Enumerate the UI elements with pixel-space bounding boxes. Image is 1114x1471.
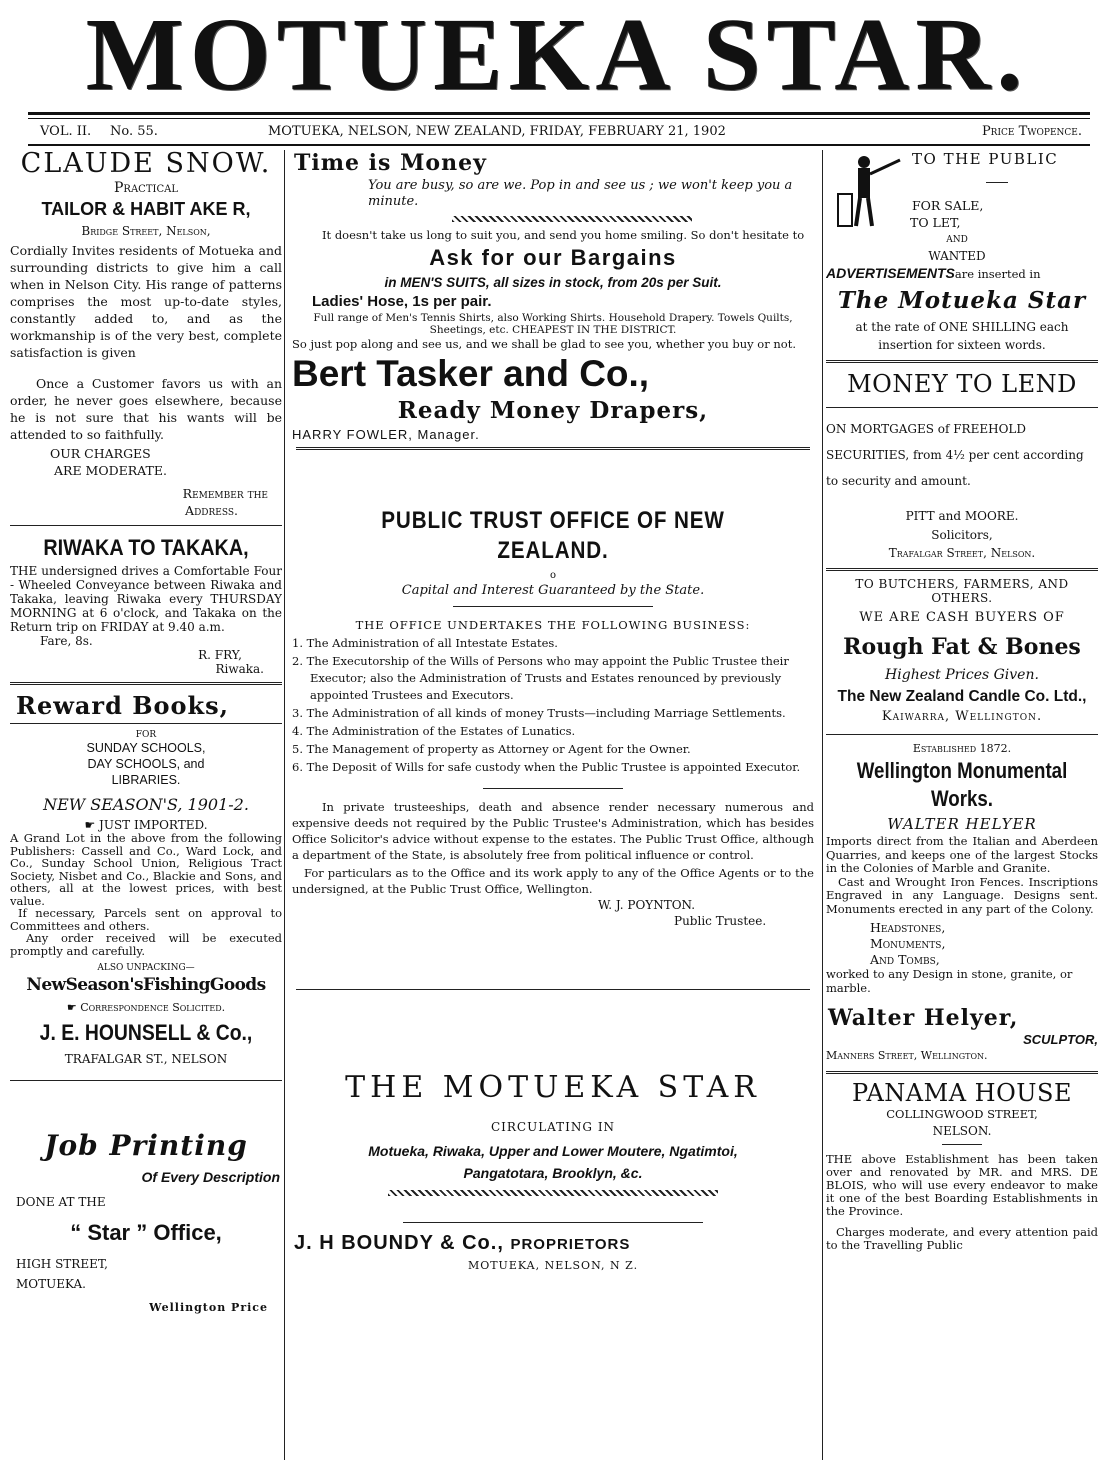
ad-headline: Time is Money — [294, 150, 487, 176]
ad-address: Bridge Street, Nelson, — [81, 224, 211, 238]
ad-line: in MEN'S SUITS, all sizes in stock, from 20s per Suit. — [384, 275, 722, 290]
ad-line: SUNDAY SCHOOLS, — [86, 741, 206, 755]
column-divider — [822, 150, 823, 1460]
divider — [826, 1071, 1098, 1074]
ad-line: Of Every Description — [141, 1169, 280, 1185]
ad-line: Established 1872. — [912, 742, 1012, 755]
ad-title: THE MOTUEKA STAR — [345, 1070, 761, 1105]
divider — [826, 407, 1098, 408]
list-item: 3. The Administration of all kinds of money Trusts—including Marriage Settlements. — [292, 706, 786, 720]
ad-title: CLAUDE SNOW. — [20, 148, 272, 179]
list-item: 4. The Administration of the Estates of Lunatics. — [292, 724, 576, 738]
ad-line: ALSO UNPACKING— — [97, 963, 195, 973]
ad-line: HIGH STREET, — [16, 1257, 108, 1271]
ad-line: ☛ JUST IMPORTED. — [84, 818, 208, 832]
list-item: 6. The Deposit of Wills for safe custody when the Public Trustee is appointed Executor. — [292, 760, 801, 774]
ad-title: Job Printing — [44, 1129, 248, 1162]
ad-line: DAY SCHOOLS, and — [87, 757, 205, 771]
ad-line: FOR SALE, — [912, 198, 984, 213]
ad-firm: J. H BOUNDY & Co., PROPRIETORS — [294, 1232, 631, 1254]
motueka-star-ad — [288, 1064, 818, 1272]
ad-body: It doesn't take us long to suit you, and send you home smiling. So don't hesitate to — [322, 228, 805, 242]
divider — [826, 734, 1098, 735]
ad-firm: J. E. HOUNSELL & Co., — [39, 1020, 253, 1045]
business-list — [292, 635, 814, 776]
ad-heading: NewSeason'sFishingGoods — [26, 975, 266, 995]
ad-body: worked to any Design in stone, granite, or marble. — [826, 967, 1073, 995]
ad-title: PANAMA HOUSE — [852, 1079, 1072, 1107]
ad-line: Riwaka. — [215, 662, 264, 676]
ad-firm: Bert Tasker and Co., — [292, 353, 650, 394]
monumental-works-ad — [826, 741, 1098, 1065]
ad-line: PITT and MOORE. — [905, 509, 1019, 523]
list-item: 5. The Management of property as Attorney or Agent for the Owner. — [292, 742, 691, 756]
ad-heading: The Motueka Star — [837, 287, 1087, 314]
ad-line: Motueka, Riwaka, Upper and Lower Moutere, Ngatimtoi, — [368, 1143, 738, 1159]
ad-subtitle: Practical — [114, 180, 178, 196]
ad-body: Any order received will be executed promptly and carefully. — [10, 931, 282, 958]
ad-line: LIBRARIES. — [111, 773, 181, 787]
ad-body: In private trusteeships, death and absence render necessary numerous and expensive deeds not required by the Public Trustee's Administration, which has besides Office Solicitor's advice without expense to the estates. The Public Trust Office, although a department of the State, is absolutely free from political influence or control. — [292, 800, 814, 862]
divider — [403, 1222, 703, 1223]
ad-body: Once a Customer favors us with an order, he never goes elsewhere, because he is not sure that his wants will be attended to so faithfully. — [10, 376, 282, 442]
ad-body: THE undersigned drives a Comfortable Four - Wheeled Conveyance between Riwaka and Takaka, leaving Riwaka every THURSDAY MORNING at 6 o'clock, and Takaka on the Return trip on FRIDAY at 9.40 a.m. — [10, 564, 282, 634]
dateline — [40, 122, 1090, 144]
ad-body: ON MORTGAGES of FREEHOLD SECURITIES, from 4½ per cent according to security and amount. — [826, 422, 1084, 488]
ad-line: Ladies' Hose, 1s per pair. — [312, 293, 492, 310]
ad-line: ADVERTISEMENTSare inserted in — [826, 265, 1041, 281]
ad-body: Charges moderate, and every attention paid to the Travelling Public — [826, 1225, 1098, 1252]
ad-line: SCULPTOR, — [1023, 1032, 1098, 1047]
ad-subtitle: Ready Money Drapers, — [397, 397, 709, 424]
ad-heading: Ask for our Bargains — [429, 245, 677, 270]
ad-body: A Grand Lot in the above from the following Publishers: Cassell and Co., Ward Lock, and Co., Sunday School Union, Religious Tract Society, Nisbet and Co., Blackie and Sons, and others, all at the lowest prices, with best value. — [10, 831, 282, 908]
ad-line: NELSON. — [932, 1124, 992, 1138]
ad-line: Fare, 8s. — [40, 634, 93, 648]
divider — [826, 568, 1098, 571]
right-column — [826, 148, 1098, 1468]
ad-line: Highest Prices Given. — [885, 667, 1039, 683]
ad-body: If necessary, Parcels sent on approval to Committees and others. — [10, 906, 282, 933]
panama-house-ad — [826, 1080, 1098, 1252]
column-divider — [284, 150, 285, 1460]
divider — [296, 447, 810, 450]
job-printing-ad — [10, 1129, 282, 1323]
ad-line: Trafalgar Street, Nelson. — [888, 546, 1036, 560]
center-column — [288, 148, 818, 1468]
divider — [826, 360, 1098, 363]
ad-line: Manners Street, Wellington. — [826, 1049, 988, 1062]
divider — [10, 682, 282, 685]
ad-body: Cordially Invites residents of Motueka and surrounding districts to give him a call when in Nelson City. His range of patterns comprises the most up-to-date styles, constantly added to, and as the workmanship is of the very best, complete satisfaction is given — [10, 243, 282, 360]
ornament — [388, 1190, 718, 1196]
ad-line: AND — [946, 235, 968, 245]
reward-books-ad — [10, 691, 282, 1066]
tasker-ad — [288, 148, 818, 445]
ad-line: HARRY FOWLER, Manager. — [292, 427, 480, 442]
ad-line: Pangatotara, Brooklyn, &c. — [463, 1165, 643, 1181]
ad-line: MOTUEKA. — [16, 1277, 86, 1291]
ad-tagline: You are busy, so are we. Pop in and see us ; we won't keep you a minute. — [368, 178, 793, 209]
masthead-rule — [28, 112, 1090, 115]
ad-line: Solicitors, — [931, 528, 993, 542]
ad-line: OUR CHARGES — [50, 446, 151, 461]
ad-line: WE ARE CASH BUYERS OF — [859, 610, 1065, 625]
ad-line: FOR — [135, 730, 157, 740]
ad-line: Monuments, — [870, 936, 946, 951]
ad-title: RIWAKA TO TAKAKA, — [43, 535, 249, 560]
ad-line: ARE MODERATE. — [54, 463, 167, 478]
ad-line: TO LET, — [910, 215, 961, 230]
ad-body: So just pop along and see us, and we shall be glad to see you, whether you buy or not. — [292, 337, 796, 351]
ad-heading: “ Star ” Office, — [70, 1220, 222, 1245]
ad-line: o — [549, 570, 557, 581]
pointing-hand-icon: ☛ — [84, 818, 100, 832]
ad-line: CIRCULATING IN — [490, 1120, 616, 1134]
ad-heading: TAILOR & HABIT AKE R, — [41, 199, 251, 219]
divider — [10, 1080, 282, 1081]
ad-line: ☛ Correspondence Solicited. — [66, 1001, 226, 1014]
ad-body: Cast and Wrought Iron Fences. Inscriptions Engraved in any Language. Designs sent. Monuments erected in any part of the Colony. — [826, 874, 1098, 916]
ad-line: R. FRY, — [198, 648, 242, 662]
riwaka-ad — [10, 532, 282, 676]
ad-signature: W. J. POYNTON. — [598, 898, 696, 912]
price: Price Twopence. — [981, 124, 1082, 139]
divider — [296, 989, 810, 990]
ad-title: TO THE PUBLIC — [912, 150, 1059, 168]
claude-snow-ad — [10, 148, 282, 519]
ad-footer: Wellington Price — [149, 1301, 268, 1314]
ad-heading: THE OFFICE UNDERTAKES THE FOLLOWING BUSINESS: — [355, 618, 751, 632]
ad-body: Full range of Men's Tennis Shirts, also Working Shirts. Household Drapery. Towels Quilts, Sheetings, etc. CHEAPEST IN THE DISTRICT. — [313, 312, 793, 336]
public-trust-ad — [288, 506, 818, 929]
divider — [483, 788, 623, 789]
ad-title: Wellington Monumental Works. — [856, 758, 1068, 811]
candle-company-ad — [826, 577, 1098, 728]
ad-body: at the rate of ONE SHILLING each insertion for sixteen words. — [855, 320, 1069, 352]
ad-line: Kaiwarra, Wellington. — [881, 709, 1043, 724]
list-item: 1. The Administration of all Intestate Estates. — [292, 636, 558, 650]
left-column — [10, 148, 282, 1468]
ad-line: Headstones, — [870, 920, 946, 935]
ad-title: Reward Books, — [16, 691, 230, 720]
ornament — [452, 216, 692, 222]
issue-number: No. 55. — [110, 124, 158, 139]
ad-line: TRAFALGAR ST., NELSON — [64, 1052, 228, 1066]
ad-line: And Tombs, — [870, 952, 940, 967]
ad-title: MONEY TO LEND — [847, 370, 1077, 398]
ad-line: COLLINGWOOD STREET, — [886, 1107, 1038, 1121]
masthead-rule-thin — [28, 118, 1090, 119]
ad-subtitle: Capital and Interest Guaranteed by the State. — [401, 583, 705, 598]
place-date: MOTUEKA, NELSON, NEW ZEALAND, FRIDAY, FEBRUARY 21, 1902 — [268, 124, 726, 139]
ad-signature: Walter Helyer, — [828, 1005, 1019, 1031]
ad-signature: Public Trustee. — [674, 914, 767, 928]
ad-body: For particulars as to the Office and its work apply to any of the Office Agents or to the undersigned, at the Public Trust Office, Wellington. — [292, 866, 814, 896]
ad-line: Address. — [185, 503, 238, 518]
divider — [10, 723, 282, 724]
volume: VOL. II. — [40, 124, 92, 139]
ad-line: MOTUEKA, NELSON, N Z. — [467, 1259, 639, 1272]
pointing-hand-icon: ☛ — [66, 1001, 81, 1014]
ad-body: THE above Establishment has been taken over and renovated by MR. and MRS. DE BLOIS, who will use every endeavor to make it one of the best Boarding Establishments in the Province. — [826, 1152, 1098, 1218]
ad-subtitle: WALTER HELYER — [887, 815, 1037, 833]
ad-line: WANTED — [928, 249, 986, 263]
newspaper-title: MOTUEKA STAR. — [85, 0, 1029, 112]
divider — [10, 525, 282, 526]
dateline-rule — [28, 144, 1090, 146]
ad-line: TO BUTCHERS, FARMERS, AND OTHERS. — [855, 577, 1069, 605]
divider — [942, 1144, 982, 1145]
ad-body: Imports direct from the Italian and Aberdeen Quarries, and keeps one of the largest Stocks in the Colonies of Marble and Granite. — [826, 834, 1098, 875]
divider — [986, 182, 1008, 183]
to-the-public-ad — [826, 148, 1098, 354]
ad-title: PUBLIC TRUST OFFICE OF NEW ZEALAND. — [381, 507, 725, 564]
money-to-lend-ad — [826, 369, 1098, 562]
ad-line: Remember the — [182, 486, 268, 501]
town-crier-figure-icon — [834, 154, 904, 234]
divider — [453, 606, 653, 607]
ad-heading: NEW SEASON'S, 1901-2. — [43, 795, 249, 814]
list-item: 2. The Executorship of the Wills of Persons who may appoint the Public Trustee their Executor; also the Administration of Trusts and Estates renounced by previously appointed Trustees and Executors. — [292, 654, 789, 702]
ad-heading: Rough Fat & Bones — [843, 634, 1081, 660]
ad-line: DONE AT THE — [16, 1195, 106, 1209]
masthead — [0, 0, 1114, 110]
ad-firm: The New Zealand Candle Co. Ltd., — [837, 688, 1087, 705]
